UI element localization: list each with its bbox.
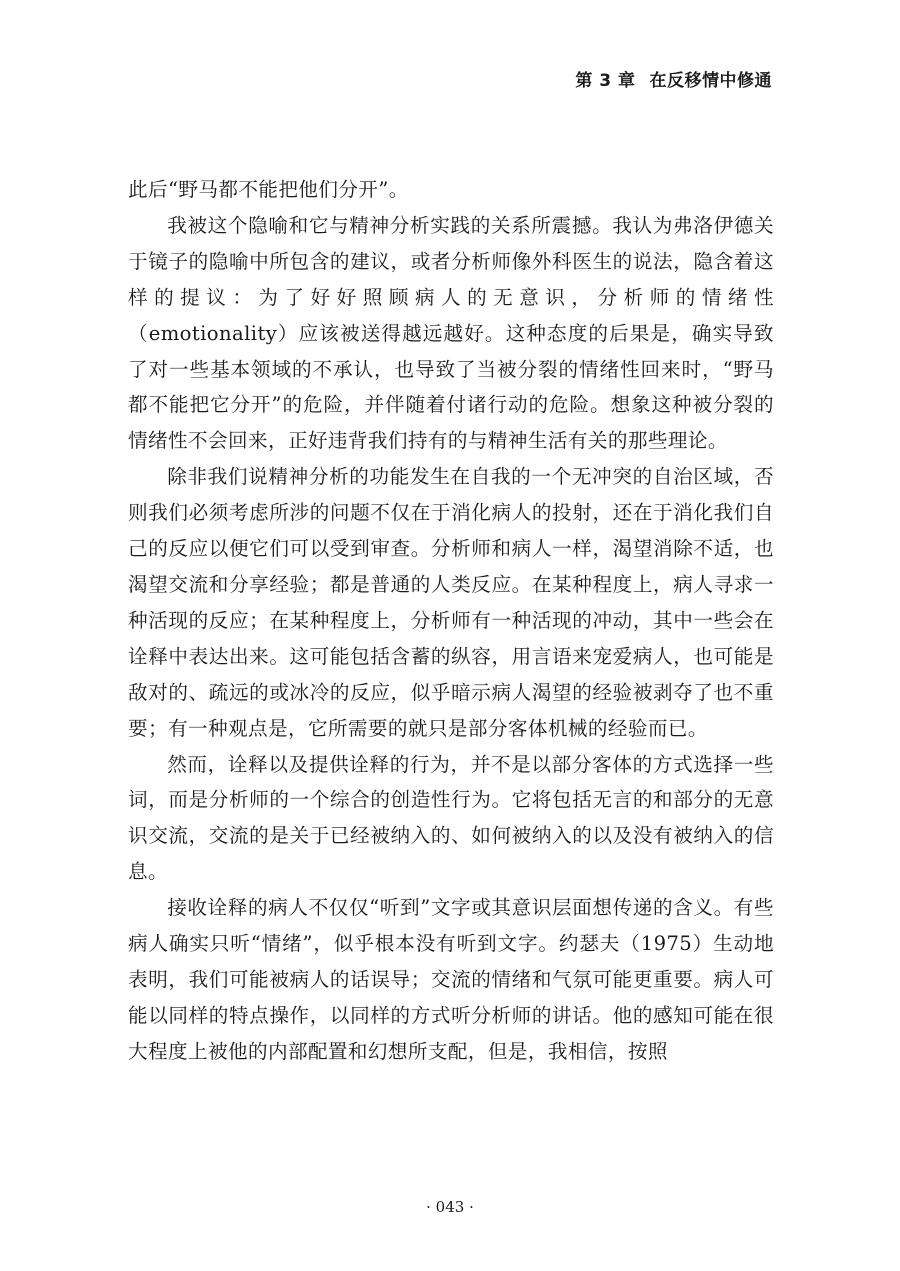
paragraph: 我被这个隐喻和它与精神分析实践的关系所震撼。我认为弗洛伊德关于镜子的隐喻中所包含的建议，或者分析师像外科医生的说法，隐含着这样的提议：为了好好照顾病人的无意识，分析师的情绪性（emotionality）应该被送得越远越好。这种态度的后果是，确实导致了对一些基本领域的不承认，也导致了当被分裂的情绪性回来时，“野马都不能把它分开”的危险，并伴随着付诸行动的危险。想象这种被分裂的情绪性不会回来，正好违背我们持有的与精神生活有关的那些理论。 <box>128 213 774 453</box>
page-number: · 043 · <box>426 1198 474 1216</box>
chapter-number: 第 3 章 <box>575 71 636 91</box>
paragraph-continuation: 此后“野马都不能把他们分开”。 <box>128 178 409 201</box>
paragraph: 然而，诠释以及提供诠释的行为，并不是以部分客体的方式选择一些词，而是分析师的一个综合的创造性行为。它将包括无言的和部分的无意识交流，交流的是关于已经被纳入的、如何被纳入的以及没有被纳入的信息。 <box>128 752 774 884</box>
body-text <box>128 172 774 1070</box>
paragraph: 除非我们说精神分析的功能发生在自我的一个无冲突的自治区域，否则我们必须考虑所涉的问题不仅在于消化病人的投射，还在于消化我们自己的反应以便它们可以受到审查。分析师和病人一样，渴望消除不适，也渴望交流和分享经验；都是普通的人类反应。在某种程度上，病人寻求一种活现的反应；在某种程度上，分析师有一种活现的冲动，其中一些会在诠释中表达出来。这可能包括含蓄的纵容，用言语来宠爱病人，也可能是敌对的、疏远的或冰冷的反应，似乎暗示病人渴望的经验被剥夺了也不重要；有一种观点是，它所需要的就只是部分客体机械的经验而已。 <box>128 465 774 740</box>
running-header <box>575 66 772 91</box>
paragraph: 接收诠释的病人不仅仅“听到”文字或其意识层面想传递的含义。有些病人确实只听“情绪”，似乎根本没有听到文字。约瑟夫（1975）生动地表明，我们可能被病人的话误导；交流的情绪和气氛可能更重要。病人可能以同样的特点操作，以同样的方式听分析师的讲话。他的感知可能在很大程度上被他的内部配置和幻想所支配，但是，我相信，按照 <box>128 896 774 1063</box>
chapter-title: 在反移情中修通 <box>649 71 772 91</box>
